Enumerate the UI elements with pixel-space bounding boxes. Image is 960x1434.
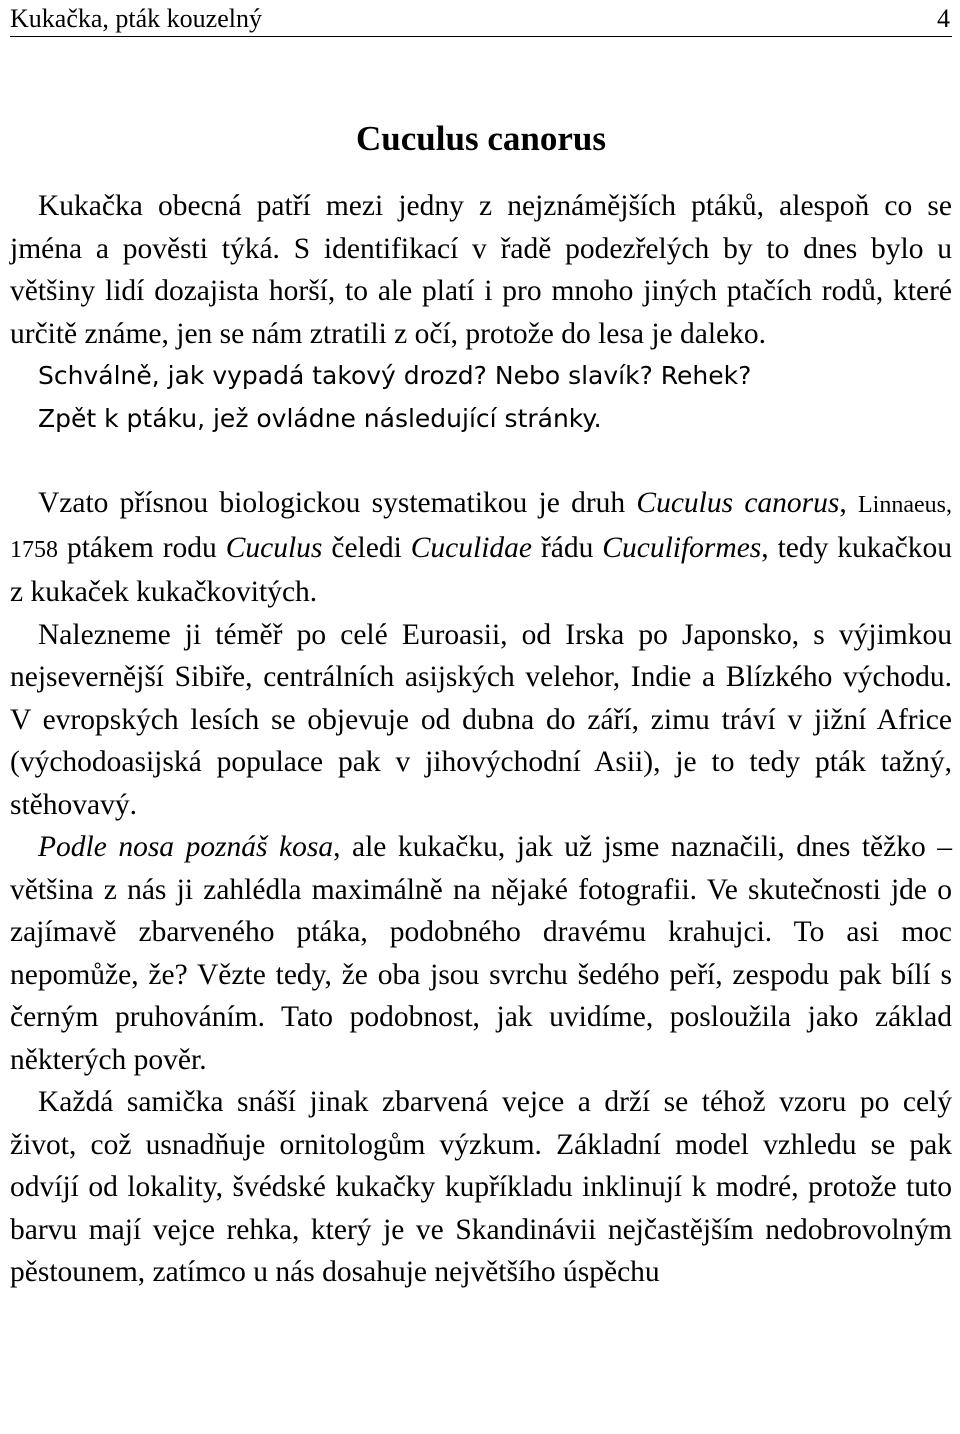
page-number: 4 [937, 4, 950, 33]
intro-line-questions: Schválně, jak vypadá takový drozd? Nebo slavík? Rehek? [38, 361, 752, 390]
running-header [10, 0, 952, 37]
proverb: Podle nosa poznáš kosa [38, 831, 334, 863]
order-name: Cuculiformes [602, 531, 762, 564]
paragraph-intro: Kukačka obecná patří mezi jedny z nejznámějších ptáků, alespoň co se jména a pověsti týká. S identifikací v řadě podezřelých by to dnes bylo u většiny lidí dozajista horší, to ale platí i pro mnoho jiných ptačích rodů, které určitě známe, jen se nám ztratili z očí, protože do lesa je daleko. [10, 190, 952, 350]
paragraph-eggs: Každá samička snáší jinak zbarvená vejce a drží se téhož vzoru po celý život, což usnadňuje ornitologům výzkum. Základní model vzhledu se pak odvíjí od lokality, švédské kukačky kupříkladu inklinují k modré, protože tuto barvu mají vejce rehka, který je ve Skandinávii nejčastějším nedobrovolným pěstounem, zatímco u nás dosahuje největšího úspěchu [10, 1086, 952, 1288]
running-title: Kukačka, pták kouzelný [10, 4, 262, 33]
family-name: Cuculidae [410, 531, 532, 564]
species-name: Cuculus canorus [636, 487, 840, 519]
paragraph-range: Nalezneme ji téměř po celé Euroasii, od Irska po Japonsko, s výjimkou nejsevernější Sibiře, centrálních asijských velehor, Indie a Blízkého východu. V evropských lesích se objevuje od dubna do září, zimu tráví v jižní Africe (východoasijská populace pak v jihovýchodní Asii), je to tedy pták tažný, stěhovavý. [10, 618, 952, 821]
paragraph-systematics: Vzato přísnou biologickou systematikou je druh Cuculus canorus, Linnaeus, 1758 ptákem rodu Cuculus čeledi Cuculidae řádu Cuculiformes, tedy kukačkou z kukaček kukačkovitých. [10, 487, 952, 608]
paragraph-appearance: Podle nosa poznáš kosa, ale kukačku, jak už jsme naznačili, dnes těžko – většina z nás ji zahlédla maximálně na nějaké fotografii. Ve skutečnosti jde o zajímavě zbarveného ptáka, podobného dravému krahujci. To asi moc nepomůže, že? Vězte tedy, že oba jsou svrchu šedého peří, zespodu pak bílí s černým pruhováním. Tato podobnost, jak uvidíme, posloužila jako základ některých pověr. [10, 831, 952, 1076]
intro-line-return: Zpět k ptáku, jež ovládne následující stránky. [38, 403, 602, 433]
chapter-title: Cuculus canorus [356, 119, 606, 158]
intro-continuation [38, 355, 952, 440]
author-citation: Linnaeus, 1758 [10, 492, 952, 563]
genus-name: Cuculus [225, 531, 323, 564]
body-text [10, 185, 952, 1294]
